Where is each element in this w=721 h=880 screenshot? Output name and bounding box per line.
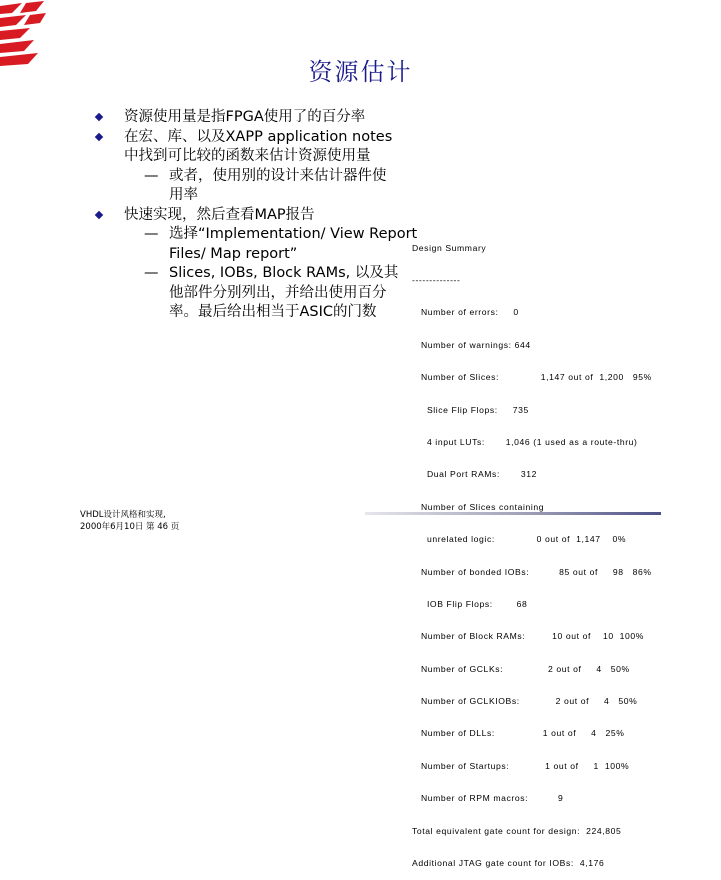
bullet-item bbox=[96, 206, 426, 226]
bullet-text: 快速实现，然后查看MAP报告 bbox=[124, 206, 315, 223]
sub-bullet-item bbox=[96, 167, 426, 206]
dash-bullet: — bbox=[144, 265, 159, 281]
sub-bullet-item bbox=[96, 225, 426, 264]
report-line: Number of errors: 0 bbox=[412, 307, 519, 318]
sub-bullet-text: 他部件分别列出，并给出使用百分 bbox=[169, 284, 387, 301]
footer-divider bbox=[365, 512, 661, 515]
report-line: Number of bonded IOBs: 85 out of 98 86% bbox=[412, 566, 652, 577]
sub-bullet-text: 或者，使用别的设计来估计器件使 bbox=[169, 167, 387, 184]
diamond-bullet-icon bbox=[95, 132, 103, 140]
footer-line: VHDL设计风格和实现, bbox=[80, 510, 166, 520]
diamond-bullet-icon bbox=[95, 210, 103, 218]
report-line: Number of Slices containing bbox=[412, 501, 545, 512]
report-line: Number of Slices: 1,147 out of 1,200 95% bbox=[412, 372, 652, 383]
diamond-bullet-icon bbox=[95, 113, 103, 121]
sub-bullet-text: Files/ Map report” bbox=[169, 245, 298, 262]
sub-bullet-text: 率。最后给出相当于ASIC的门数 bbox=[169, 304, 377, 320]
report-line: Total equivalent gate count for design: 224,805 bbox=[412, 825, 622, 836]
report-line: Slice Flip Flops: 735 bbox=[412, 404, 529, 415]
report-line: Number of RPM macros: 9 bbox=[412, 793, 564, 804]
report-line: unrelated logic: 0 out of 1,147 0% bbox=[412, 534, 627, 545]
report-line: Number of Startups: 1 out of 1 100% bbox=[412, 760, 630, 771]
bullet-text: 中找到可比较的函数来估计资源使用量 bbox=[124, 148, 371, 164]
report-line: Number of GCLKIOBs: 2 out of 4 50% bbox=[412, 696, 638, 707]
report-line: Design Summary bbox=[412, 242, 487, 253]
page-title: 资源估计 bbox=[308, 58, 413, 86]
report-line: -------------- bbox=[412, 274, 461, 285]
bullet-item bbox=[96, 108, 426, 128]
bullet-text: 资源使用量是指FPGA使用了的百分率 bbox=[124, 109, 366, 125]
report-line: Number of GCLKs: 2 out of 4 50% bbox=[412, 663, 630, 674]
sub-bullet-text: Slices, IOBs, Block RAMs, 以及其 bbox=[169, 265, 399, 281]
report-line: Number of Block RAMs: 10 out of 10 100% bbox=[412, 631, 645, 642]
sub-bullet-item bbox=[96, 264, 426, 323]
report-line: Number of warnings: 644 bbox=[412, 339, 531, 350]
report-line: Additional JTAG gate count for IOBs: 4,176 bbox=[412, 858, 605, 869]
dash-bullet: — bbox=[144, 226, 159, 242]
sub-bullet-text: 选择“Implementation/ View Report bbox=[169, 226, 418, 242]
report-line: IOB Flip Flops: 68 bbox=[412, 598, 528, 609]
report-line: Number of DLLs: 1 out of 4 25% bbox=[412, 728, 625, 739]
footer bbox=[80, 509, 179, 533]
bullet-item bbox=[96, 128, 426, 167]
bullet-list bbox=[96, 108, 426, 323]
map-report-summary bbox=[412, 221, 712, 880]
bullet-text: 在宏、库、以及XAPP application notes bbox=[124, 128, 393, 145]
report-line: Dual Port RAMs: 312 bbox=[412, 469, 537, 480]
sub-bullet-text: 用率 bbox=[169, 187, 198, 203]
report-line: 4 input LUTs: 1,046 (1 used as a route-thru) bbox=[412, 436, 638, 447]
footer-line: 2000年6月10日 第 46 页 bbox=[80, 522, 180, 532]
dash-bullet: — bbox=[144, 167, 159, 184]
